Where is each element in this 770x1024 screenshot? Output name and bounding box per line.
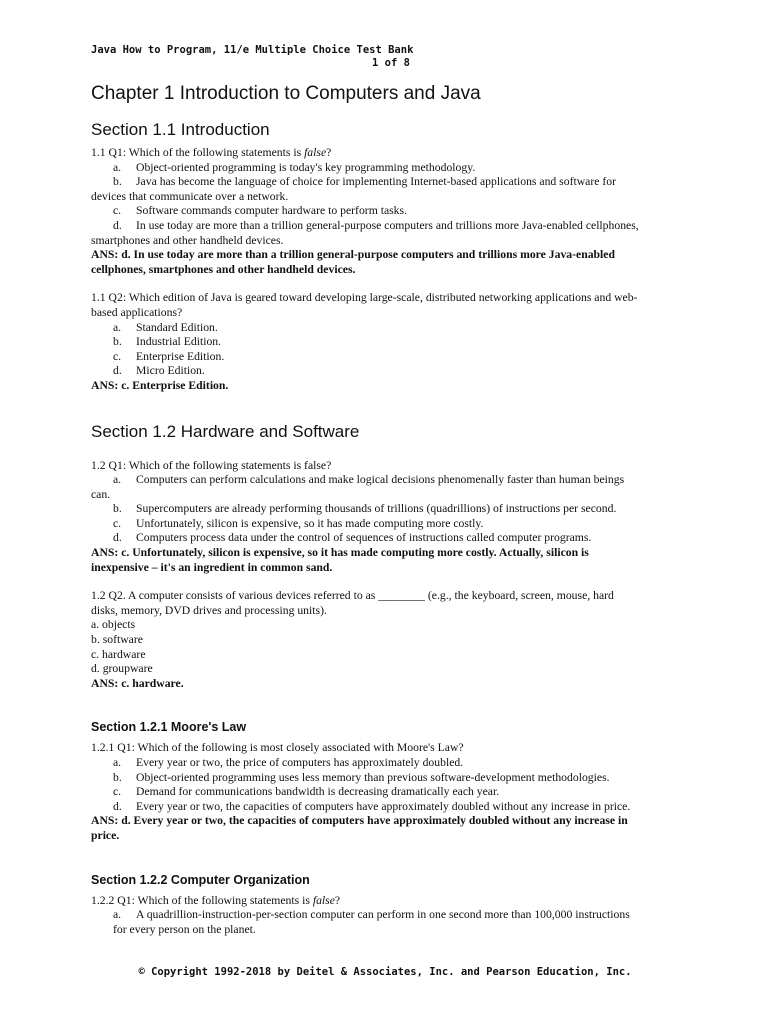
question-stem: 1.2 Q2. A computer consists of various devices referred to as ________ (e.g., the keyboard, screen, mouse, hard — [91, 589, 614, 603]
answer: ANS: c. Unfortunately, silicon is expensive, so it has made computing more costly. Actually, silicon is — [91, 546, 589, 560]
section-heading-1-2: Section 1.2 Hardware and Software — [91, 421, 360, 441]
document-page — [91, 44, 691, 937]
option-a: a. Every year or two, the price of computers has approximately doubled. — [113, 756, 464, 769]
option-a-continued: for every person on the planet. — [113, 922, 256, 936]
option-b: b. Supercomputers are already performing thousands of trillions (quadrillions) of instructions per second. — [113, 502, 617, 516]
option-a: a. objects — [91, 618, 136, 632]
option-a: a. Object-oriented programming is today's key programming methodology. — [113, 160, 476, 174]
question-stem: 1.2.2 Q1: Which of the following statements is false? — [91, 893, 341, 907]
section-heading-1-2-1: Section 1.2.1 Moore's Law — [91, 720, 247, 735]
option-a-continued: can. — [91, 487, 111, 501]
option-c: c. Software commands computer hardware to perform tasks. — [113, 204, 407, 218]
option-a: a. Computers can perform calculations and make logical decisions phenomenally faster than human beings — [113, 473, 625, 487]
question-stem: 1.2.1 Q1: Which of the following is most closely associated with Moore's Law? — [91, 741, 464, 755]
option-d: d. groupware — [91, 662, 153, 676]
question-stem-continued: based applications? — [91, 305, 183, 319]
copyright-footer: © Copyright 1992-2018 by Deitel & Associates, Inc. and Pearson Education, Inc. — [138, 966, 632, 978]
option-d: d. Every year or two, the capacities of computers have approximately doubled without any increase in price. — [113, 799, 631, 813]
answer-continued: price. — [91, 828, 120, 842]
option-c: c. Unfortunately, silicon is expensive, so it has made computing more costly. — [113, 516, 484, 530]
page-number: 1 of 8 — [372, 57, 410, 69]
option-d: d. Micro Edition. — [113, 364, 205, 378]
question-stem: 1.1 Q1: Which of the following statements is false? — [91, 146, 332, 159]
option-d: d. Computers process data under the control of sequences of instructions called computer programs. — [113, 531, 592, 545]
option-d-continued: smartphones and other handheld devices. — [91, 233, 284, 247]
option-c: c. Demand for communications bandwidth is decreasing dramatically each year. — [113, 785, 500, 799]
option-b: b. software — [91, 633, 143, 647]
section-heading-1-1: Section 1.1 Introduction — [91, 120, 270, 139]
question-stem: 1.1 Q2: Which edition of Java is geared toward developing large-scale, distributed networking applications and web- — [91, 291, 638, 305]
answer: ANS: c. Enterprise Edition. — [91, 378, 229, 392]
chapter-title: Chapter 1 Introduction to Computers and Java — [91, 83, 481, 104]
answer: ANS: d. Every year or two, the capacities of computers have approximately doubled without any increase in — [91, 814, 628, 828]
section-heading-1-2-2: Section 1.2.2 Computer Organization — [91, 872, 310, 887]
answer-continued: cellphones, smartphones and other handheld devices. — [91, 262, 356, 276]
answer: ANS: c. hardware. — [91, 676, 184, 690]
question-1-1-q1 — [91, 146, 691, 277]
option-c: c. Enterprise Edition. — [113, 349, 225, 363]
option-d: d. In use today are more than a trillion general-purpose computers and trillions more Java-enabled cellphones, — [113, 218, 639, 232]
running-header — [91, 44, 691, 70]
question-1-2-2-q1 — [91, 894, 691, 938]
question-1-2-1-q1 — [91, 741, 691, 843]
question-1-2-q1 — [91, 459, 691, 576]
answer-continued: inexpensive – it's an ingredient in common sand. — [91, 560, 333, 574]
answer: ANS: d. In use today are more than a trillion general-purpose computers and trillions more Java-enabled — [91, 248, 615, 262]
question-1-2-q2 — [91, 589, 691, 691]
question-stem: 1.2 Q1: Which of the following statements is false? — [91, 458, 332, 472]
option-b-continued: devices that communicate over a network. — [91, 189, 289, 203]
option-c: c. hardware — [91, 647, 146, 661]
option-b: b. Java has become the language of choice for implementing Internet-based applications and software for — [113, 175, 616, 189]
question-stem-continued: disks, memory, DVD drives and processing units). — [91, 603, 327, 617]
question-1-1-q2 — [91, 291, 691, 393]
option-b: b. Object-oriented programming uses less memory than previous software-development methodologies. — [113, 770, 610, 784]
header-title: Java How to Program, 11/e Multiple Choice Test Bank — [91, 44, 414, 56]
option-a: a. A quadrillion-instruction-per-section computer can perform in one second more than 100,000 instructions — [113, 908, 630, 922]
option-a: a. Standard Edition. — [113, 320, 218, 334]
option-b: b. Industrial Edition. — [113, 335, 222, 349]
